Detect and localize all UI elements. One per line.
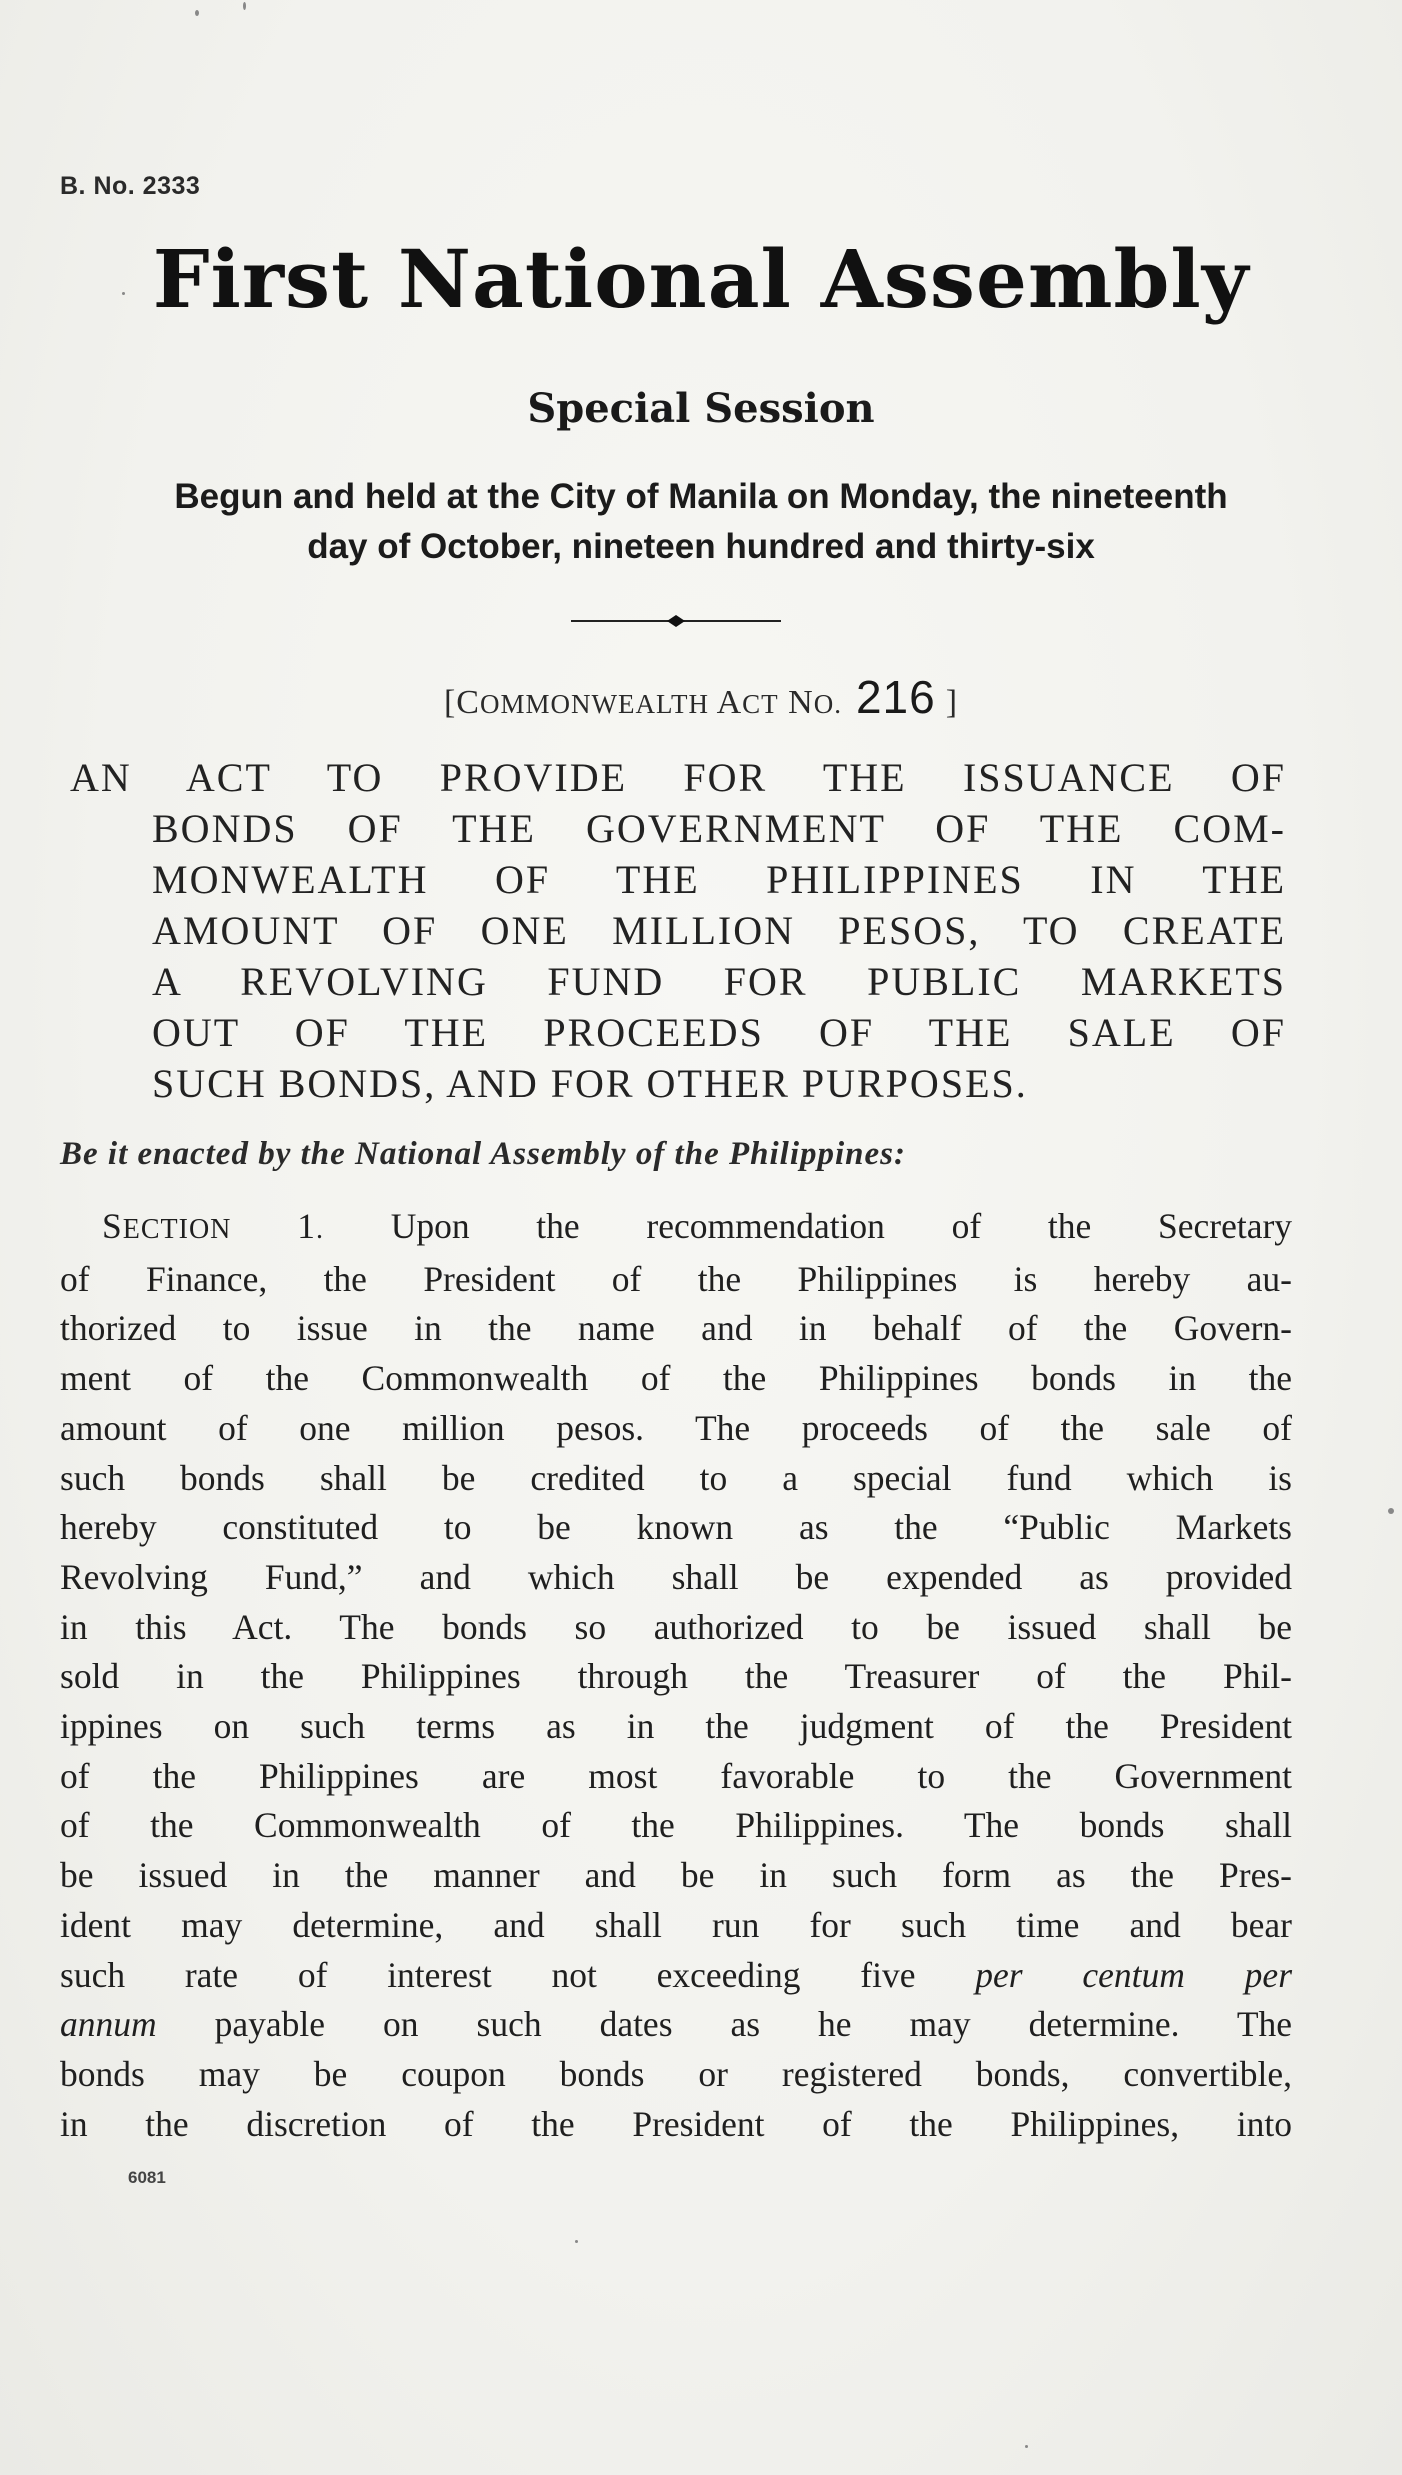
body-line: hereby constituted to be known as the “Public Markets <box>60 1507 1292 1548</box>
body-line: such bonds shall be credited to a special fund which is <box>60 1457 1292 1498</box>
act-number: 216 <box>855 671 936 723</box>
body-line: in the discretion of the President of the Philippines, into <box>60 2103 1292 2144</box>
body-line: be issued in the manner and be in such form as the Pres- <box>60 1855 1292 1896</box>
enacting-clause: Be it enacted by the National Assembly of the Philippines: <box>60 1136 906 1172</box>
act-title-line: SUCH BONDS, AND FOR OTHER PURPOSES. <box>152 1061 1028 1106</box>
body-line: sold in the Philippines through the Treasurer of the Phil- <box>60 1656 1292 1697</box>
ornament-divider <box>571 614 781 628</box>
body-line: ident may determine, and shall run for such time and bear <box>60 1904 1292 1945</box>
session-title: Special Session <box>527 385 875 432</box>
act-title-line: A REVOLVING FUND FOR PUBLIC MARKETS <box>152 959 1286 1004</box>
act-title <box>70 752 1286 1109</box>
act-label-close: ] <box>945 684 959 721</box>
session-dateline-line-1: Begun and held at the City of Manila on Monday, the nineteenth <box>174 477 1228 516</box>
body-line: ippines on such terms as in the judgment of the President <box>60 1706 1292 1747</box>
body-line: of the Commonwealth of the Philippines. The bonds shall <box>60 1805 1292 1846</box>
scan-speck <box>1388 1508 1394 1514</box>
body-line: Revolving Fund,” and which shall be expended as provided <box>60 1556 1292 1597</box>
bill-number: B. No. 2333 <box>60 172 201 200</box>
body-line <box>60 1951 1292 2001</box>
body-line: ment of the Commonwealth of the Philippines bonds in the <box>60 1358 1292 1399</box>
body-line-text: payable on such dates as he may determine. The <box>214 2004 1293 2045</box>
section-label: SECTION 1. <box>102 1206 324 1246</box>
act-title-line: AMOUNT OF ONE MILLION PESOS, TO CREATE <box>152 908 1286 953</box>
session-dateline-line-2: day of October, nineteen hundred and thirty-six <box>307 527 1095 566</box>
scan-speck <box>575 2240 578 2243</box>
body-line: bonds may be coupon bonds or registered bonds, convertible, <box>60 2053 1292 2094</box>
body-line: amount of one million pesos. The proceeds of the sale of <box>60 1407 1292 1448</box>
act-label: [COMMONWEALTH ACT NO. <box>443 684 842 721</box>
body-line: of Finance, the President of the Philippines is hereby au- <box>60 1258 1292 1299</box>
latin-phrase: annum <box>60 2004 157 2045</box>
scan-speck <box>243 2 246 10</box>
body-line <box>60 1202 1292 1255</box>
body-line <box>60 2000 1292 2050</box>
page-code: 6081 <box>128 2168 166 2187</box>
act-number-heading <box>0 670 1402 724</box>
act-title-line: BONDS OF THE GOVERNMENT OF THE COM- <box>152 806 1286 851</box>
act-title-line: OUT OF THE PROCEEDS OF THE SALE OF <box>152 1010 1286 1055</box>
scan-speck <box>122 292 125 295</box>
scan-speck <box>195 10 199 16</box>
body-line: in this Act. The bonds so authorized to be issued shall be <box>60 1606 1292 1647</box>
body-line: of the Philippines are most favorable to the Government <box>60 1755 1292 1796</box>
body-line-text: such rate of interest not exceeding five <box>60 1954 916 1995</box>
act-title-line: MONWEALTH OF THE PHILIPPINES IN THE <box>152 857 1286 902</box>
act-title-line: AN ACT TO PROVIDE FOR THE ISSUANCE OF <box>70 755 1286 800</box>
scan-speck <box>1025 2445 1028 2448</box>
body-line-text: Upon the recommendation of the Secretary <box>390 1206 1293 1246</box>
assembly-title: First National Assembly <box>152 232 1250 326</box>
session-dateline <box>40 472 1362 572</box>
latin-phrase: per centum per <box>975 1954 1293 1995</box>
section-1-text <box>60 1202 1292 2149</box>
body-line: thorized to issue in the name and in behalf of the Govern- <box>60 1308 1292 1349</box>
